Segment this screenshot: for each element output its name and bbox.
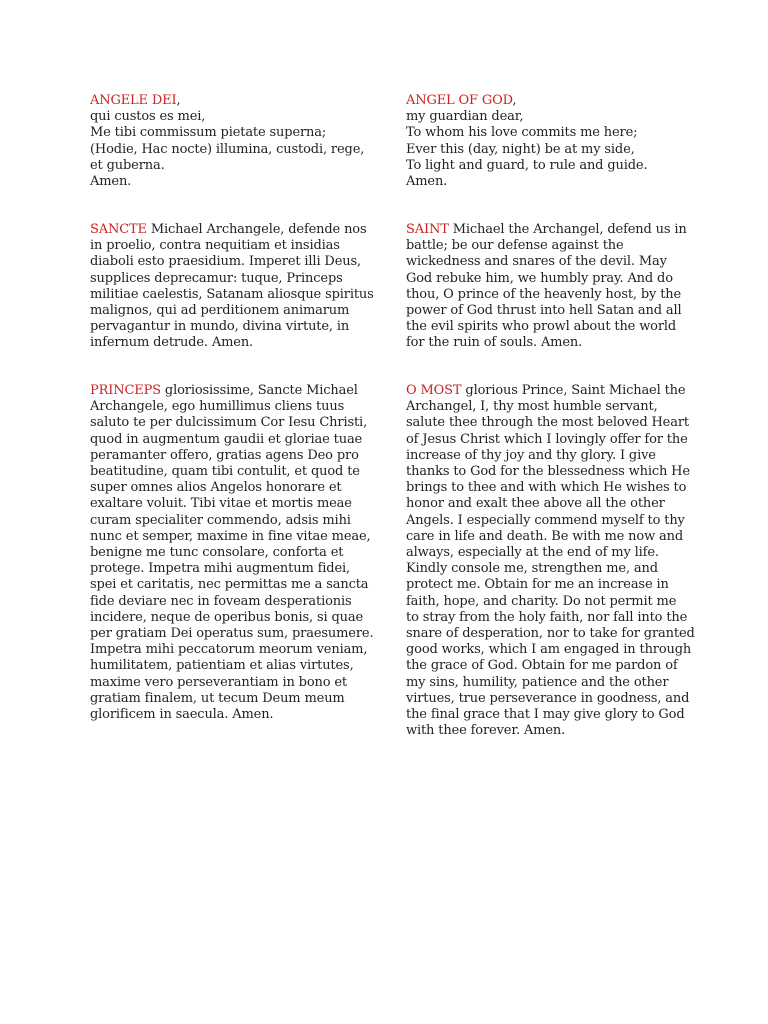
prayer-first-line-text: ,: [176, 93, 181, 108]
prayer-line: with thee forever. Amen.: [406, 723, 566, 739]
prayer-line: battle; be our defense against the: [406, 238, 624, 254]
prayer-line: Amen.: [90, 174, 132, 190]
prayer-line: per gratiam Dei operatus sum, praesumere.: [90, 626, 374, 642]
prayer-line: peramanter offero, gratias agens Deo pro: [90, 447, 359, 463]
prayer-line: virtues, true perseverance in goodness, and: [406, 690, 690, 706]
prayer-line: brings to thee and with which He wishes to: [406, 480, 687, 496]
prayer-first-line: [406, 222, 687, 238]
prayer-line: malignos, qui ad perditionem animarum: [90, 303, 350, 319]
prayer-line: benigne me tunc consolare, conforta et: [90, 545, 344, 561]
prayer-line: of Jesus Christ which I lovingly offer for the: [406, 431, 688, 447]
prayer-line: maxime vero perseverantiam in bono et: [90, 674, 348, 690]
prayer-first-line-text: Michael Archangele, defende nos: [146, 222, 367, 237]
prayer-heading: SANCTE: [90, 222, 147, 237]
prayer-line: incidere, neque de operibus bonis, si quae: [90, 609, 364, 625]
prayer-line: care in life and death. Be with me now and: [406, 528, 684, 544]
prayer-line: to stray from the holy faith, nor fall into the: [406, 609, 688, 625]
prayer-line: good works, which I am engaged in through: [406, 642, 692, 658]
prayer-line: salute thee through the most beloved Heart: [406, 415, 689, 431]
prayer-first-line: [406, 93, 647, 109]
prayer-first-line-text: glorious Prince, Saint Michael the: [461, 383, 686, 398]
prayer-first-line: [90, 383, 373, 399]
prayer-line: exaltare voluit. Tibi vitae et mortis meae: [90, 496, 352, 512]
latin-prayer-princeps: [90, 383, 373, 723]
prayer-line: faith, hope, and charity. Do not permit me: [406, 593, 677, 609]
prayer-line: God rebuke him, we humbly pray. And do: [406, 270, 673, 286]
prayer-line: spei et caritatis, nec permittas me a sancta: [90, 577, 369, 593]
prayer-first-line-text: ,: [512, 93, 517, 108]
prayer-line: protege. Impetra mihi augmentum fidei,: [90, 561, 350, 577]
prayer-line: wickedness and snares of the devil. May: [406, 254, 667, 270]
english-prayer-o-most-glorious: [406, 383, 695, 739]
prayer-line: the evil spirits who prowl about the world: [406, 319, 677, 335]
prayer-line: my guardian dear,: [406, 109, 524, 125]
prayer-heading: PRINCEPS: [90, 383, 161, 398]
prayer-line: qui custos es mei,: [90, 109, 206, 125]
prayer-line: gratiam finalem, ut tecum Deum meum: [90, 690, 345, 706]
prayer-line: in proelio, contra nequitiam et insidias: [90, 238, 340, 254]
prayer-line: Angels. I especially commend myself to thy: [406, 512, 685, 528]
prayer-line: To light and guard, to rule and guide.: [406, 157, 648, 173]
prayer-line: thanks to God for the blessedness which He: [406, 464, 690, 480]
prayer-line: nunc et semper, maxime in fine vitae meae,: [90, 528, 371, 544]
english-prayer-saint-michael: [406, 222, 687, 352]
prayer-line: (Hodie, Hac nocte) illumina, custodi, rege,: [90, 141, 365, 157]
prayer-line: the grace of God. Obtain for me pardon of: [406, 658, 678, 674]
prayer-line: fide deviare nec in foveam desperationis: [90, 593, 352, 609]
prayer-line: super omnes alios Angelos honorare et: [90, 480, 342, 496]
english-prayer-angel-of-god: [406, 93, 647, 190]
prayer-line: for the ruin of souls. Amen.: [406, 335, 583, 351]
prayer-heading: SAINT: [406, 222, 449, 237]
prayer-line: diaboli esto praesidium. Imperet illi Deus,: [90, 254, 361, 270]
prayer-line: honor and exalt thee above all the other: [406, 496, 665, 512]
prayer-first-line: [90, 222, 374, 238]
prayer-line: et guberna.: [90, 157, 165, 173]
prayer-heading: O MOST: [406, 383, 462, 398]
prayer-first-line: [90, 93, 364, 109]
prayer-heading: ANGELE DEI: [90, 93, 177, 108]
prayer-line: snare of desperation, nor to take for granted: [406, 626, 695, 642]
prayer-line: Amen.: [406, 174, 448, 190]
prayer-first-line: [406, 383, 695, 399]
prayer-line: infernum detrude. Amen.: [90, 335, 254, 351]
prayer-line: my sins, humility, patience and the other: [406, 674, 669, 690]
prayer-line: glorificem in saecula. Amen.: [90, 707, 274, 723]
prayer-line: Archangele, ego humillimus cliens tuus: [90, 399, 345, 415]
prayer-line: curam specialiter commendo, adsis mihi: [90, 512, 351, 528]
prayer-line: saluto te per dulcissimum Cor Iesu Christi,: [90, 415, 368, 431]
prayer-line: Impetra mihi peccatorum meorum veniam,: [90, 642, 368, 658]
prayer-line: quod in augmentum gaudii et gloriae tuae: [90, 431, 363, 447]
prayer-heading: ANGEL OF GOD: [406, 93, 513, 108]
prayer-line: Ever this (day, night) be at my side,: [406, 141, 635, 157]
prayer-line: supplices deprecamur: tuque, Princeps: [90, 270, 343, 286]
prayer-line: thou, O prince of the heavenly host, by the: [406, 286, 682, 302]
prayer-line: pervagantur in mundo, divina virtute, in: [90, 319, 350, 335]
prayer-line: militiae caelestis, Satanam aliosque spiritus: [90, 286, 374, 302]
prayer-first-line-text: Michael the Archangel, defend us in: [448, 222, 687, 237]
prayer-line: increase of thy joy and thy glory. I give: [406, 447, 656, 463]
prayer-line: beatitudine, quam tibi contulit, et quod te: [90, 464, 360, 480]
latin-prayer-sancte-michael: [90, 222, 374, 352]
prayer-line: Me tibi commissum pietate superna;: [90, 125, 327, 141]
prayer-first-line-text: gloriosissime, Sancte Michael: [160, 383, 358, 398]
prayer-line: protect me. Obtain for me an increase in: [406, 577, 669, 593]
prayer-line: Kindly console me, strengthen me, and: [406, 561, 658, 577]
prayer-line: the final grace that I may give glory to God: [406, 707, 685, 723]
prayer-line: Archangel, I, thy most humble servant,: [406, 399, 658, 415]
latin-prayer-angele-dei: [90, 93, 364, 190]
prayer-line: always, especially at the end of my life.: [406, 545, 659, 561]
prayer-line: To whom his love commits me here;: [406, 125, 638, 141]
prayer-line: power of God thrust into hell Satan and all: [406, 303, 682, 319]
prayer-line: humilitatem, patientiam et alias virtutes,: [90, 658, 354, 674]
